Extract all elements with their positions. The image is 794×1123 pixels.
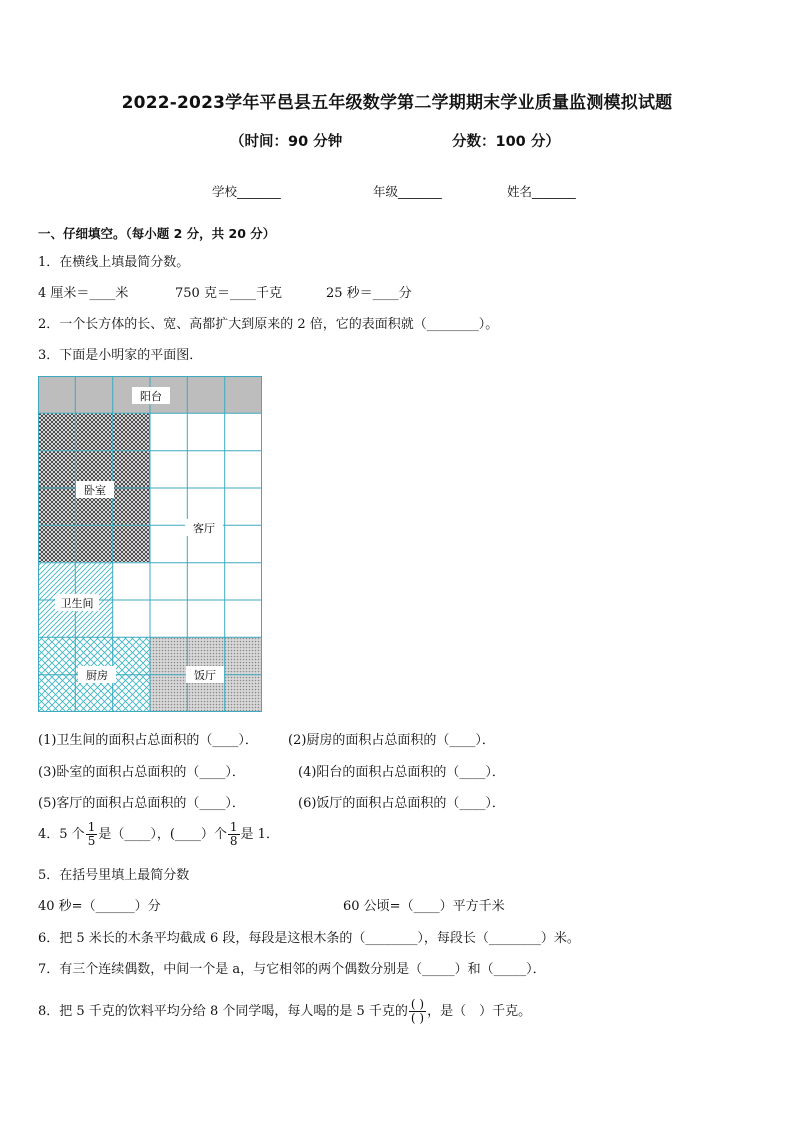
question-7: 7．有三个连续偶数，中间一个是 a，与它相邻的两个偶数分别是（_____）和（_____）． xyxy=(38,962,546,977)
question-8 xyxy=(38,990,531,1034)
page-title: 2022-2023学年平邑县五年级数学第二学期期末学业质量监测模拟试题 xyxy=(121,93,673,113)
q8-denominator: ( ) xyxy=(410,1011,425,1025)
q3-sub-5: (5)客厅的面积占总面积的（____）． xyxy=(38,796,245,811)
question-1: 1．在横线上填最简分数。 xyxy=(38,255,190,270)
q1-item-1: 4 厘米＝____米 xyxy=(38,286,129,301)
q8-fraction xyxy=(409,998,426,1025)
time-label: （时间：90 分钟 xyxy=(230,134,343,150)
score-label: 分数：100 分） xyxy=(452,134,560,150)
grade-field: 年级_______ xyxy=(373,184,442,199)
q8-suffix: ，是（ ）千克。 xyxy=(427,1004,532,1019)
question-5: 5．在括号里填上最简分数 xyxy=(38,868,190,883)
label-kitchen: 厨房 xyxy=(86,669,108,682)
q4-prefix: 4．5 个 xyxy=(38,827,85,842)
question-4 xyxy=(38,815,279,855)
q4-fraction-2 xyxy=(228,821,240,848)
q8-numerator: ( ) xyxy=(410,997,425,1011)
q3-sub-2: (2)厨房的面积占总面积的（____）． xyxy=(288,733,495,748)
section-heading: 一、仔细填空。（每小题 2 分，共 20 分） xyxy=(38,226,276,241)
question-3: 3．下面是小明家的平面图． xyxy=(38,348,203,363)
label-living-room: 客厅 xyxy=(193,522,215,535)
q4-frac1-numerator: 1 xyxy=(87,820,96,834)
q1-item-2: 750 克＝____千克 xyxy=(175,286,282,301)
label-balcony: 阳台 xyxy=(140,390,162,403)
question-6: 6．把 5 米长的木条平均截成 6 段，每段是这根木条的（________），每段长（________）米。 xyxy=(38,931,580,946)
q4-frac2-numerator: 1 xyxy=(229,820,238,834)
floor-plan-diagram xyxy=(38,376,262,712)
q5-item-2: 60 公顷=（____）平方千米 xyxy=(343,899,505,914)
q5-item-1: 40 秒=（______）分 xyxy=(38,899,161,914)
q4-frac1-denominator: 5 xyxy=(87,834,96,848)
name-field: 姓名_______ xyxy=(507,184,576,199)
q3-sub-6: (6)饭厅的面积占总面积的（____）． xyxy=(298,796,505,811)
q3-sub-3: (3)卧室的面积占总面积的（____）． xyxy=(38,765,245,780)
q4-suffix: 是 1． xyxy=(240,827,279,842)
q4-middle: 是（____），(____）个 xyxy=(98,827,227,842)
school-field: 学校_______ xyxy=(212,184,281,199)
q4-fraction-1 xyxy=(86,821,98,848)
q3-sub-4: (4)阳台的面积占总面积的（____）． xyxy=(298,765,505,780)
question-2: 2．一个长方体的长、宽、高都扩大到原来的 2 倍，它的表面积就（________）。 xyxy=(38,317,499,332)
q8-prefix: 8．把 5 千克的饮料平均分给 8 个同学喝，每人喝的是 5 千克的 xyxy=(38,1004,408,1019)
label-bathroom: 卫生间 xyxy=(60,597,94,610)
q4-frac2-denominator: 8 xyxy=(229,834,238,848)
q1-item-3: 25 秒＝____分 xyxy=(326,286,412,301)
label-bedroom: 卧室 xyxy=(84,484,106,497)
q3-sub-1: (1)卫生间的面积占总面积的（____）． xyxy=(38,733,258,748)
label-dining: 饭厅 xyxy=(194,669,216,682)
